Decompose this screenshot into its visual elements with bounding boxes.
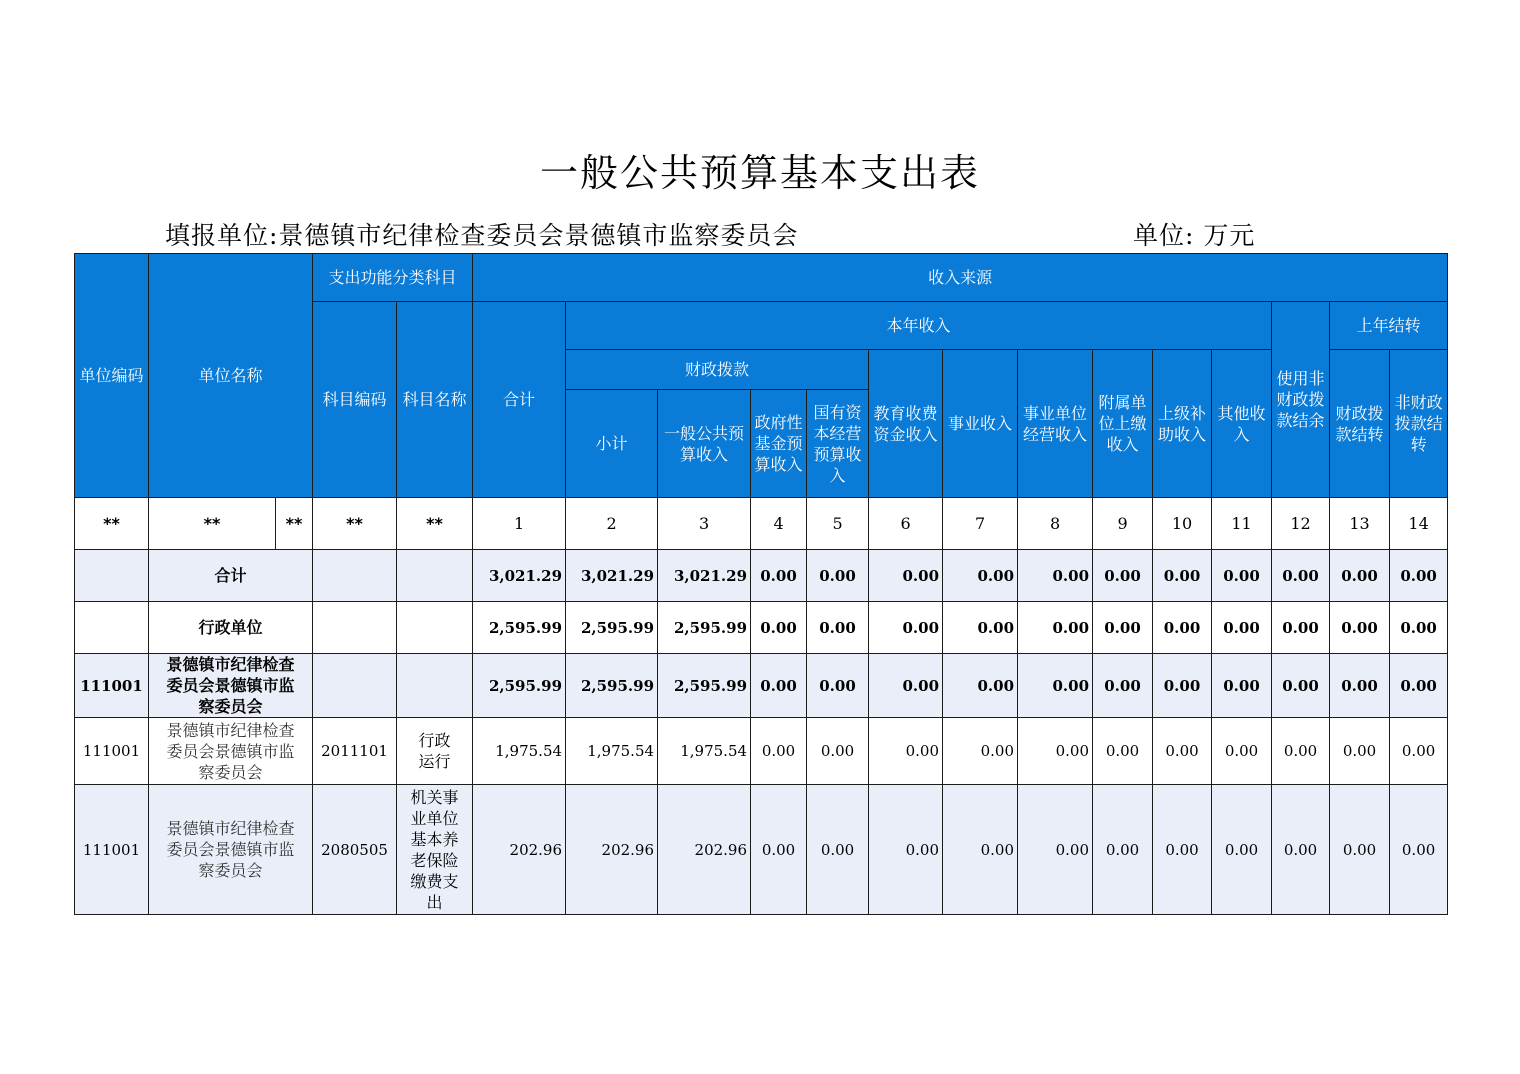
header-unit-name: 单位名称 bbox=[149, 254, 313, 498]
header-affiliated-turnover: 附属单位上缴收入 bbox=[1093, 350, 1153, 498]
table-row bbox=[75, 785, 1448, 915]
value-cell: 0.00 bbox=[1093, 718, 1153, 785]
index-cell: ** bbox=[313, 498, 397, 550]
index-cell: 11 bbox=[1212, 498, 1272, 550]
index-cell: 13 bbox=[1330, 498, 1390, 550]
value-cell: 0.00 bbox=[1018, 654, 1093, 718]
subject-code-cell bbox=[313, 654, 397, 718]
value-cell: 2,595.99 bbox=[566, 654, 658, 718]
unit-code-cell: 111001 bbox=[75, 654, 149, 718]
unit-name-cell: 景德镇市纪律检查委员会景德镇市监察委员会 bbox=[149, 718, 313, 785]
header-business-income: 事业收入 bbox=[943, 350, 1018, 498]
index-cell: 7 bbox=[943, 498, 1018, 550]
value-cell: 0.00 bbox=[807, 654, 869, 718]
value-cell: 202.96 bbox=[473, 785, 566, 915]
value-cell: 0.00 bbox=[1212, 718, 1272, 785]
header-superior-subsidy: 上级补助收入 bbox=[1153, 350, 1212, 498]
value-cell: 0.00 bbox=[1212, 602, 1272, 654]
subject-name-cell: 机关事业单位基本养老保险缴费支出 bbox=[397, 785, 473, 915]
budget-table bbox=[74, 253, 1448, 915]
value-cell: 1,975.54 bbox=[566, 718, 658, 785]
reporting-unit: 填报单位:景德镇市纪律检查委员会景德镇市监察委员会 bbox=[165, 221, 799, 250]
value-cell: 0.00 bbox=[869, 718, 943, 785]
header-general-budget: 一般公共预算收入 bbox=[658, 390, 751, 498]
value-cell: 0.00 bbox=[1330, 785, 1390, 915]
index-cell: 9 bbox=[1093, 498, 1153, 550]
subject-name-cell bbox=[397, 654, 473, 718]
value-cell: 0.00 bbox=[1093, 550, 1153, 602]
header-gov-fund: 政府性基金预算收入 bbox=[751, 390, 807, 498]
unit-code-cell bbox=[75, 550, 149, 602]
index-cell: 3 bbox=[658, 498, 751, 550]
value-cell: 2,595.99 bbox=[473, 602, 566, 654]
subject-code-cell: 2011101 bbox=[313, 718, 397, 785]
value-cell: 0.00 bbox=[1390, 550, 1448, 602]
currency-unit: 单位: 万元 bbox=[1133, 221, 1256, 250]
header-use-non-fiscal: 使用非财政拨款结余 bbox=[1272, 302, 1330, 498]
value-cell: 2,595.99 bbox=[473, 654, 566, 718]
header-fiscal-carry: 财政拨款结转 bbox=[1330, 350, 1390, 498]
value-cell: 0.00 bbox=[1212, 550, 1272, 602]
value-cell: 0.00 bbox=[1272, 718, 1330, 785]
value-cell: 0.00 bbox=[943, 602, 1018, 654]
header-subtotal: 小计 bbox=[566, 390, 658, 498]
value-cell: 0.00 bbox=[1153, 718, 1212, 785]
unit-name-cell: 景德镇市纪律检查委员会景德镇市监察委员会 bbox=[149, 785, 313, 915]
value-cell: 0.00 bbox=[869, 602, 943, 654]
header-total: 合计 bbox=[473, 302, 566, 498]
header-last-year-carry: 上年结转 bbox=[1330, 302, 1448, 350]
index-cell: ** bbox=[276, 498, 313, 550]
value-cell: 0.00 bbox=[1330, 602, 1390, 654]
index-cell: 4 bbox=[751, 498, 807, 550]
value-cell: 0.00 bbox=[943, 654, 1018, 718]
subject-code-cell: 2080505 bbox=[313, 785, 397, 915]
header-current-income: 本年收入 bbox=[566, 302, 1272, 350]
subject-name-cell bbox=[397, 550, 473, 602]
value-cell: 0.00 bbox=[1390, 602, 1448, 654]
index-cell: 5 bbox=[807, 498, 869, 550]
unit-name-cell: 合计 bbox=[149, 550, 313, 602]
value-cell: 0.00 bbox=[751, 602, 807, 654]
subject-code-cell bbox=[313, 550, 397, 602]
header-subject-code: 科目编码 bbox=[313, 302, 397, 498]
value-cell: 0.00 bbox=[751, 785, 807, 915]
value-cell: 0.00 bbox=[1153, 785, 1212, 915]
index-cell: 12 bbox=[1272, 498, 1330, 550]
value-cell: 0.00 bbox=[807, 718, 869, 785]
value-cell: 3,021.29 bbox=[473, 550, 566, 602]
header-unit-code: 单位编码 bbox=[75, 254, 149, 498]
value-cell: 0.00 bbox=[1153, 550, 1212, 602]
value-cell: 0.00 bbox=[1018, 785, 1093, 915]
subject-name-cell: 行政运行 bbox=[397, 718, 473, 785]
value-cell: 0.00 bbox=[1153, 654, 1212, 718]
value-cell: 2,595.99 bbox=[658, 654, 751, 718]
value-cell: 0.00 bbox=[751, 654, 807, 718]
subject-name-cell bbox=[397, 602, 473, 654]
value-cell: 0.00 bbox=[807, 602, 869, 654]
value-cell: 0.00 bbox=[943, 785, 1018, 915]
index-cell: 8 bbox=[1018, 498, 1093, 550]
unit-name-cell: 行政单位 bbox=[149, 602, 313, 654]
value-cell: 0.00 bbox=[943, 718, 1018, 785]
index-cell: 6 bbox=[869, 498, 943, 550]
value-cell: 0.00 bbox=[751, 550, 807, 602]
value-cell: 0.00 bbox=[751, 718, 807, 785]
page-title: 一般公共预算基本支出表 bbox=[539, 151, 980, 195]
unit-code-cell bbox=[75, 602, 149, 654]
value-cell: 1,975.54 bbox=[473, 718, 566, 785]
value-cell: 0.00 bbox=[1093, 654, 1153, 718]
index-cell: 14 bbox=[1390, 498, 1448, 550]
value-cell: 0.00 bbox=[943, 550, 1018, 602]
index-cell: ** bbox=[75, 498, 149, 550]
value-cell: 0.00 bbox=[1272, 785, 1330, 915]
value-cell: 0.00 bbox=[1330, 550, 1390, 602]
index-cell: ** bbox=[397, 498, 473, 550]
value-cell: 202.96 bbox=[566, 785, 658, 915]
unit-name-cell: 景德镇市纪律检查委员会景德镇市监察委员会 bbox=[149, 654, 313, 718]
header-func-class: 支出功能分类科目 bbox=[313, 254, 473, 302]
value-cell: 2,595.99 bbox=[658, 602, 751, 654]
subject-code-cell bbox=[313, 602, 397, 654]
index-cell: 1 bbox=[473, 498, 566, 550]
value-cell: 0.00 bbox=[1390, 654, 1448, 718]
index-row bbox=[75, 498, 1448, 550]
index-cell: 10 bbox=[1153, 498, 1212, 550]
value-cell: 0.00 bbox=[869, 654, 943, 718]
table-row bbox=[75, 550, 1448, 602]
value-cell: 0.00 bbox=[1018, 550, 1093, 602]
header-state-capital: 国有资本经营预算收入 bbox=[807, 390, 869, 498]
header-subject-name: 科目名称 bbox=[397, 302, 473, 498]
value-cell: 0.00 bbox=[1093, 602, 1153, 654]
header-non-fiscal-carry: 非财政拨款结转 bbox=[1390, 350, 1448, 498]
value-cell: 0.00 bbox=[1272, 550, 1330, 602]
value-cell: 3,021.29 bbox=[566, 550, 658, 602]
header-fiscal-allocation: 财政拨款 bbox=[566, 350, 869, 390]
header-income-source: 收入来源 bbox=[473, 254, 1448, 302]
value-cell: 0.00 bbox=[1390, 718, 1448, 785]
value-cell: 0.00 bbox=[1018, 718, 1093, 785]
table-row bbox=[75, 654, 1448, 718]
table-row bbox=[75, 718, 1448, 785]
value-cell: 0.00 bbox=[869, 785, 943, 915]
value-cell: 0.00 bbox=[1272, 654, 1330, 718]
value-cell: 0.00 bbox=[1153, 602, 1212, 654]
value-cell: 0.00 bbox=[1093, 785, 1153, 915]
value-cell: 202.96 bbox=[658, 785, 751, 915]
value-cell: 0.00 bbox=[807, 785, 869, 915]
value-cell: 3,021.29 bbox=[658, 550, 751, 602]
index-cell: 2 bbox=[566, 498, 658, 550]
header-education-fee: 教育收费资金收入 bbox=[869, 350, 943, 498]
value-cell: 0.00 bbox=[1212, 654, 1272, 718]
header-business-operation: 事业单位经营收入 bbox=[1018, 350, 1093, 498]
unit-code-cell: 111001 bbox=[75, 718, 149, 785]
unit-code-cell: 111001 bbox=[75, 785, 149, 915]
value-cell: 0.00 bbox=[1272, 602, 1330, 654]
value-cell: 1,975.54 bbox=[658, 718, 751, 785]
value-cell: 0.00 bbox=[807, 550, 869, 602]
value-cell: 0.00 bbox=[1212, 785, 1272, 915]
index-cell: ** bbox=[149, 498, 276, 550]
value-cell: 0.00 bbox=[1330, 718, 1390, 785]
value-cell: 0.00 bbox=[1390, 785, 1448, 915]
value-cell: 0.00 bbox=[869, 550, 943, 602]
value-cell: 0.00 bbox=[1018, 602, 1093, 654]
table-row bbox=[75, 602, 1448, 654]
value-cell: 0.00 bbox=[1330, 654, 1390, 718]
header-other-income: 其他收入 bbox=[1212, 350, 1272, 498]
value-cell: 2,595.99 bbox=[566, 602, 658, 654]
